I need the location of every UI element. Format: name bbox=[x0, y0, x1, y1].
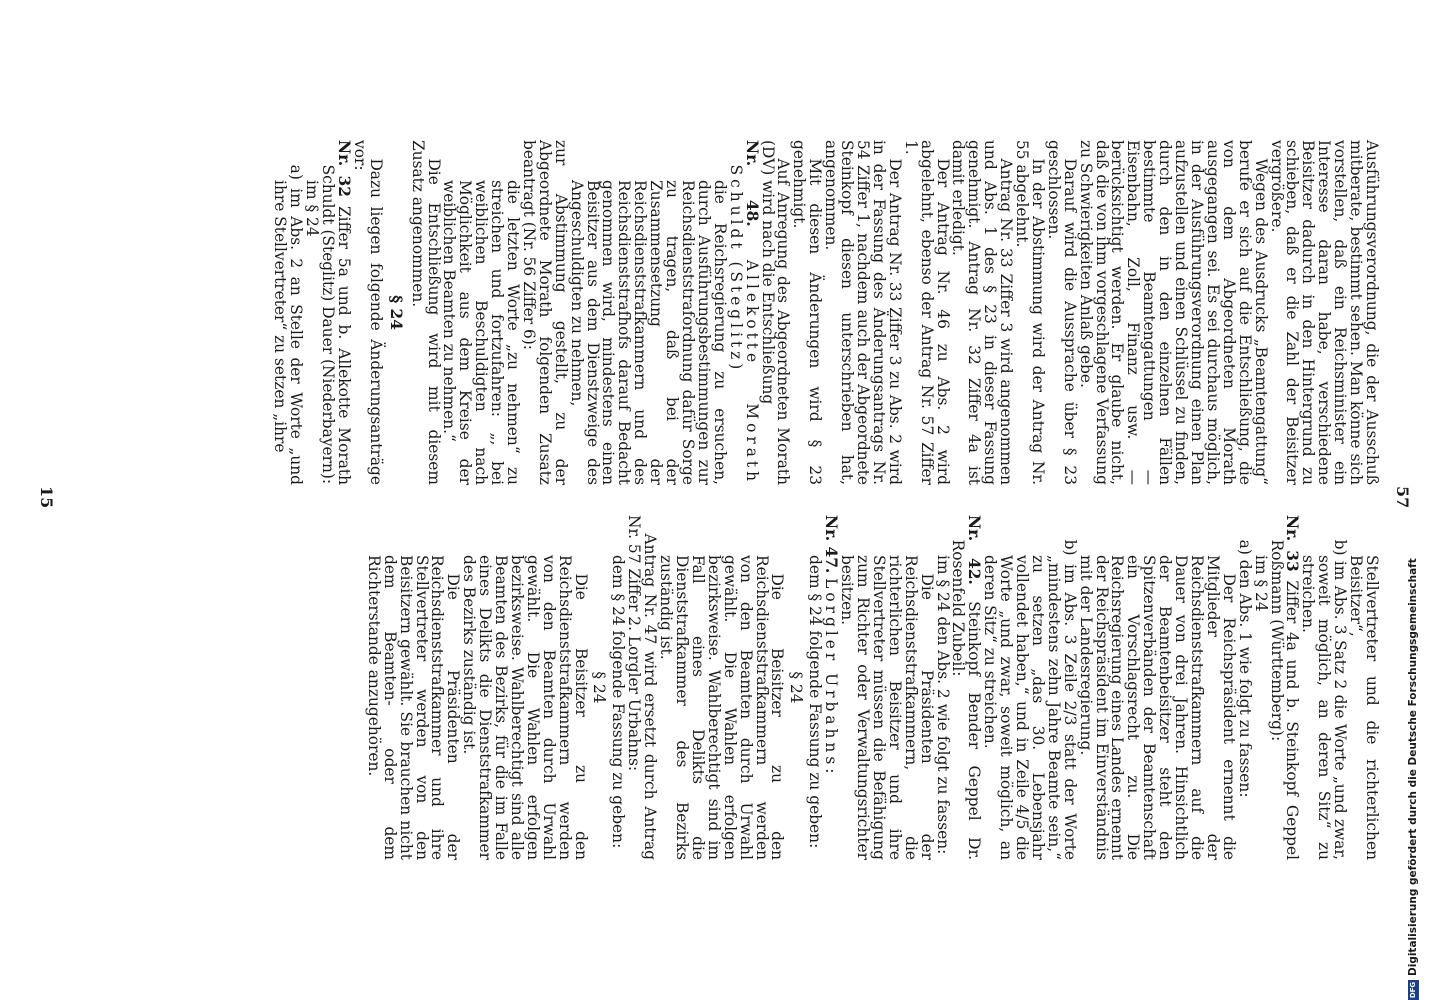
list-item: b) im Abs. 3 Zeile 2/3 statt der Worte „mindestens zehn Jahre Beamte sein,“ zu setzen „das 30. Lebensjahr vollendet haben,“ und in Zeile 4/5 die Worte „und zwar, soweit möglich, an deren Sitz“ zu streichen. bbox=[981, 539, 1079, 860]
paragraph: In der Abstimmung wird der Antrag Nr. 55 abgelehnt. bbox=[1013, 140, 1047, 485]
paragraph: Mit diesen Änderungen wird § 23 genehmigt. bbox=[790, 140, 825, 485]
paragraph: Dazu liegen folgende Änderungsanträge vor: bbox=[350, 140, 385, 485]
section-heading: § 24 bbox=[590, 671, 609, 704]
paragraph: dem § 24 folgende Fassung zu geben: bbox=[609, 555, 628, 849]
left-column bbox=[271, 140, 1379, 485]
page-number-top: 57 bbox=[1393, 486, 1412, 509]
quoted-paragraph: Die Beisitzer zu den Reichsdienststrafkammern werden von den Beamten durch Urwahl gewählt. Die Wahlen erfolgen bezirksweise. Wahlberechtigt sind alle Beamten des Bezirks, für die im Falle eines Delikts die Dienststrafkammer des Bezirks zuständig ist. bbox=[460, 555, 590, 860]
footer-credit-text: Digitalisierung gefördert durch die Deutsche Forschungsgemeinschaft bbox=[1407, 558, 1419, 976]
list-item: b) im Abs. 3 Satz 2 die Worte „und zwar, soweit möglich, an deren Sitz“ zu streichen. bbox=[1299, 539, 1350, 860]
paragraph: zur Abstimmung gestellt, zu der Abgeordnete Morath folgenden Zusatz beantragt (Nr. 56 Ziffer 6): bbox=[519, 140, 570, 485]
paragraph: Der Antrag Nr. 33 Ziffer 3 zu Abs. 2 wird in der Fassung des Änderungsantrags Nr. 54 Ziffer 1, nachdem auch der Abgeordnete Steinkopf diesen unterschrieben hat, angenommen. bbox=[822, 140, 904, 485]
paragraph: Ausführungsverordnung, die der Ausschuß mitberate, bestimmt sehen. Man könne sich vorstellen, daß ein Reichsminister ein Interesse daran habe, verschiedene Beisitzer dadurch in den Hintergrund zu schieben, daß er die Zahl der Beisitzer vergrößere. bbox=[1267, 140, 1381, 485]
section-heading: § 24 bbox=[386, 295, 405, 330]
motion-number: Nr. 32 bbox=[335, 140, 353, 197]
motion-signers: Steinkopf Bender Geppel Dr. Rosenfeld Zubeil: bbox=[949, 539, 984, 860]
motion-nr47 bbox=[822, 515, 841, 860]
paragraph: Die Entschließung wird mit diesem Zusatz angenommen. bbox=[408, 140, 443, 485]
paragraph: die Reichsregierung zu ersuchen, durch Ausführungsbestimmungen zur Reichsdienststrafordnung dafür Sorge zu tragen, daß bei der Zusammensetzung der Reichsdienststrafkammern und des Reichsdienststrafhofs darauf Bedacht genommen wird, mindestens einen Beisitzer aus dem Dienstzweige des Angeschuldigten zu nehmen, bbox=[567, 180, 729, 485]
motion-nr42 bbox=[950, 515, 982, 860]
quoted-paragraph: Die Präsidenten der Reichsdienststrafkammern, die richterlichen Beisitzer und ihre Stellvertreter müssen die Befähigung zum Richter oder Verwaltungsrichter besitzen. bbox=[838, 555, 936, 860]
paragraph: Antrag Nr. 47 wird ersetzt durch Antrag Nr. 57 Ziffer 2. Lorgler Urbahns: bbox=[625, 515, 660, 860]
quoted-paragraph: Der Reichspräsident ernennt die Mitglieder der Reichsdienststrafkammern auf die Dauer von drei Jahren. Hinsichtlich der Beamtenbeisitzer steht den Spitzenverbänden der Beamtenschaft ein Vorschlagsrecht zu. Die Reichsregierung eines Landes ernennt der Reichspräsident im Einverständnis mit der Landesregierung. bbox=[1076, 555, 1238, 860]
right-column bbox=[365, 515, 1379, 860]
motion-number: Nr. 33 bbox=[1283, 515, 1302, 572]
quoted-paragraph: Die Beisitzer zu den Reichsdienststrafkammern werden von den Beamten durch Urwahl gewählt. Die Wahlen erfolgen bezirksweise. Wahlberechtigt sind im Fall eines Delikts die Dienststrafkammer des Bezirks zuständig ist. bbox=[657, 555, 787, 860]
list-item: a) im Abs. 2 an Stelle der Worte „und ihre Stellvertreter“ zu setzen „ihre bbox=[271, 164, 306, 485]
footer-credit bbox=[1407, 0, 1421, 1000]
paragraph: im § 24 bbox=[303, 180, 322, 237]
motion-signers: Allekotte Morath Schuldt (Steglitz) bbox=[726, 164, 761, 485]
paragraph: Der Antrag Nr. 46 zu Abs. 2 wird abgelehnt, ebenso der Antrag Nr. 57 Ziffer 1. bbox=[901, 140, 952, 485]
motion-number: Nr. 48. bbox=[742, 140, 761, 227]
section-heading: § 24 bbox=[787, 671, 806, 704]
motion-nr33 bbox=[1268, 515, 1300, 860]
paragraph: dem § 24 folgende Fassung zu geben: bbox=[806, 555, 825, 849]
paragraph: Wegen des Ausdrucks „Beamtengattung“ berufe er sich auf die Entschließung, die von dem Abgeordneten Morath ausgegangen sei. Es sei durchaus möglich, in der Ausführungsverordnung einen Plan aufzustellen und einen Schlüssel zu finden, durch den in den einzelnen Fällen bestimmte Beamtengattungen — Eisenbahn, Zoll, Finanz usw. — berücksichtigt werden. Er glaube nicht, daß die von ihm vorgeschlagene Verfassung zu Schwierigkeiten Anlaß gebe. bbox=[1076, 140, 1270, 485]
page-number-bottom: 15 bbox=[37, 486, 56, 509]
paragraph: im § 24 den Abs. 2 wie folgt zu fassen: bbox=[933, 555, 952, 855]
quoted-paragraph: Die Präsidenten der Reichsdienststrafkammer und ihre Stellvertreter werden von den Beisitzern gewählt. Sie brauchen nicht dem Beamten- oder dem Richterstande anzugehören. bbox=[364, 555, 463, 860]
paragraph: Stellvertreter und die richterlichen Beisitzer“, bbox=[1347, 555, 1381, 860]
motion-nr32 bbox=[319, 140, 351, 485]
paragraph: Darauf wird die Aussprache über § 23 geschlossen. bbox=[1044, 140, 1079, 485]
paragraph: Auf Anregung des Abgeordneten Morath (DV) wird nach die Entschließung bbox=[758, 140, 793, 485]
dfg-logo-icon: DFG bbox=[1408, 981, 1417, 999]
paragraph: die letzten Worte „zu nehmen“ zu streichen und fortzufahren: „, bei weiblichen Beschuldigten nach Möglichkeit aus dem Kreise der weiblichen Beamten zu nehmen.“ bbox=[440, 180, 523, 485]
motion-signers: Ziffer 4a und b. Steinkopf Geppel Roßmann (Württemberg): bbox=[1267, 539, 1302, 860]
motion-number: Nr. 42. bbox=[965, 515, 984, 585]
list-item: a) den Abs. 1 wie folgt zu fassen: bbox=[1235, 539, 1254, 798]
motion-nr48 bbox=[727, 140, 759, 485]
motion-signers: Lorgler Urbahns: bbox=[822, 578, 841, 778]
motion-signers: Ziffer 5a und b. Allekotte Morath Schuldt (Steglitz) Dauer (Niederbayern): bbox=[319, 164, 353, 485]
paragraph: Antrag Nr. 33 Ziffer 3 wird angenommen und Abs. 1 des § 23 in dieser Fassung genehmigt. Antrag Nr. 32 Ziffer 4a ist damit erledigt. bbox=[949, 140, 1016, 485]
motion-number: Nr. 47. bbox=[822, 515, 841, 574]
paragraph: im § 24 bbox=[1251, 555, 1270, 612]
